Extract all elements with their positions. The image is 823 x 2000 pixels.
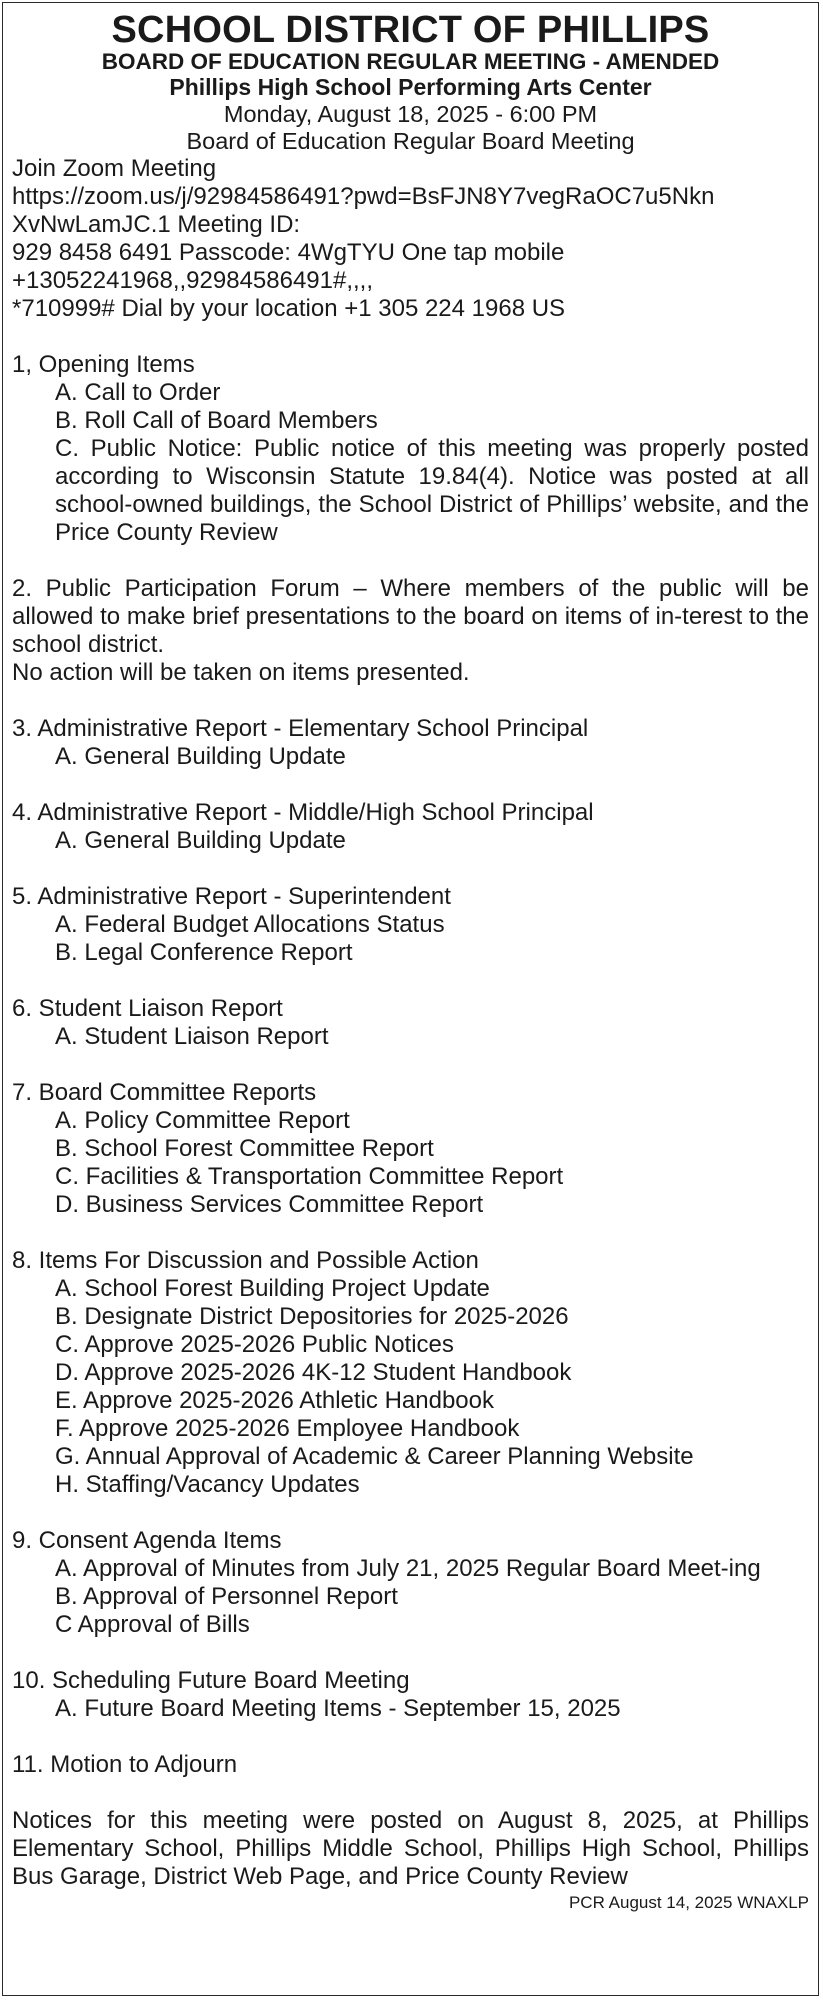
agenda-item: C. Public Notice: Public notice of this meeting was properly posted according to Wisconsin Statute 19.84(4). Notice was posted at all school-owned buildings, the School District of Phillips’ website, and the Price County Review	[55, 435, 809, 546]
section-heading: 7. Board Committee Reports	[12, 1079, 317, 1106]
agenda-item: B. School Forest Committee Report	[55, 1135, 434, 1162]
agenda-section-2	[12, 575, 809, 687]
agenda-item: C. Facilities & Transportation Committee Report	[55, 1163, 564, 1190]
agenda-section-8	[12, 1247, 809, 1499]
zoom-line: Join Zoom Meeting	[12, 155, 217, 182]
agenda-section-9	[12, 1527, 809, 1639]
agenda-section-6	[12, 995, 809, 1051]
agenda-item: B. Roll Call of Board Members	[55, 407, 378, 434]
meeting-subtitle: BOARD OF EDUCATION REGULAR MEETING - AMENDED	[101, 49, 720, 74]
section-heading: 5. Administrative Report - Superintendent	[12, 883, 451, 910]
agenda-item: A. Federal Budget Allocations Status	[55, 911, 445, 938]
agenda-item: A. Approval of Minutes from July 21, 2025 Regular Board Meet-ing	[55, 1555, 761, 1582]
notice-header	[12, 10, 809, 155]
zoom-line: XvNwLamJC.1 Meeting ID:	[12, 211, 301, 238]
agenda-item: E. Approve 2025-2026 Athletic Handbook	[55, 1387, 494, 1414]
agenda-item: H. Staffing/Vacancy Updates	[55, 1471, 360, 1498]
posting-notice	[12, 1807, 809, 1915]
section-heading: 9. Consent Agenda Items	[12, 1527, 282, 1554]
agenda-item: A. Call to Order	[55, 379, 221, 406]
agenda-item: C Approval of Bills	[55, 1611, 250, 1638]
section-heading: 4. Administrative Report - Middle/High School Principal	[12, 799, 594, 826]
agenda-item: A. Student Liaison Report	[55, 1023, 329, 1050]
zoom-line: *710999# Dial by your location +1 305 224 1968 US	[12, 295, 566, 322]
agenda-item: B. Designate District Depositories for 2025-2026	[55, 1303, 569, 1330]
agenda-item: A. School Forest Building Project Update	[55, 1275, 490, 1302]
agenda-item: A. General Building Update	[55, 743, 346, 770]
posting-notice-text: Notices for this meeting were posted on August 8, 2025, at Phillips Elementary School, Phillips Middle School, Phillips High School, Phillips Bus Garage, District Web Page, and Price County Review	[12, 1807, 809, 1890]
meeting-datetime: Monday, August 18, 2025 - 6:00 PM	[223, 101, 598, 127]
section-heading: 1, Opening Items	[12, 351, 195, 378]
agenda-item: B. Legal Conference Report	[55, 939, 353, 966]
agenda-item: A. Future Board Meeting Items - September 15, 2025	[55, 1695, 621, 1722]
zoom-line: +13052241968,,92984586491#,,,,	[12, 267, 374, 294]
agenda-item: A. General Building Update	[55, 827, 346, 854]
agenda-section-10	[12, 1667, 809, 1723]
section-heading: 3. Administrative Report - Elementary School Principal	[12, 715, 589, 742]
agenda-section-4	[12, 799, 809, 855]
meeting-name: Board of Education Regular Board Meeting	[186, 128, 635, 154]
agenda-item: B. Approval of Personnel Report	[55, 1583, 398, 1610]
agenda-item: C. Approve 2025-2026 Public Notices	[55, 1331, 454, 1358]
agenda-section-7	[12, 1079, 809, 1219]
agenda-section-11	[12, 1751, 809, 1779]
agenda-section-1	[12, 351, 809, 547]
section-heading: 6. Student Liaison Report	[12, 995, 283, 1022]
section-note: No action will be taken on items presented.	[12, 659, 470, 686]
agenda-item: D. Approve 2025-2026 4K-12 Student Handbook	[55, 1359, 572, 1386]
agenda-item: F. Approve 2025-2026 Employee Handbook	[55, 1415, 520, 1442]
agenda-item: A. Policy Committee Report	[55, 1107, 350, 1134]
zoom-link[interactable]: https://zoom.us/j/92984586491?pwd=BsFJN8Y7vegRaOC7u5Nkn	[12, 183, 715, 210]
section-heading: 11. Motion to Adjourn	[12, 1751, 238, 1778]
agenda-item: G. Annual Approval of Academic & Career Planning Website	[55, 1443, 694, 1470]
publication-code: PCR August 14, 2025 WNAXLP	[568, 1893, 809, 1912]
agenda-section-5	[12, 883, 809, 967]
zoom-info	[12, 155, 809, 323]
section-heading: 8. Items For Discussion and Possible Action	[12, 1247, 479, 1274]
zoom-line: 929 8458 6491 Passcode: 4WgTYU One tap mobile	[12, 239, 565, 266]
section-heading: 2. Public Participation Forum – Where members of the public will be allowed to make brief presentations to the board on items of in-terest to the school district.	[12, 575, 809, 658]
public-notice	[2, 2, 819, 1996]
agenda-item: D. Business Services Committee Report	[55, 1191, 484, 1218]
agenda-section-3	[12, 715, 809, 771]
district-title: SCHOOL DISTRICT OF PHILLIPS	[111, 9, 710, 51]
section-heading: 10. Scheduling Future Board Meeting	[12, 1667, 410, 1694]
meeting-venue: Phillips High School Performing Arts Center	[169, 74, 652, 100]
